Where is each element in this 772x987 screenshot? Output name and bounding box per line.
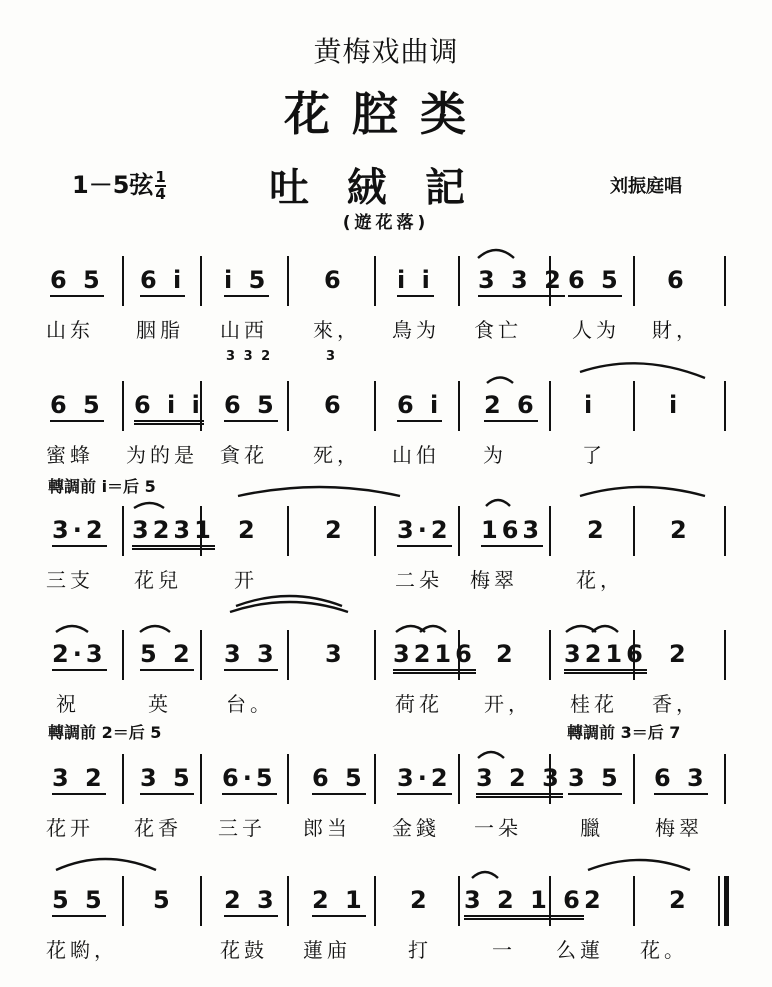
barline xyxy=(122,381,124,431)
barline xyxy=(200,754,202,804)
final-barline-thin xyxy=(718,876,720,926)
lyric: 花兒 xyxy=(134,568,182,592)
note-group: i 5 xyxy=(224,266,269,294)
barline xyxy=(458,876,460,926)
modulation-note: 轉調前 2＝后 5 xyxy=(48,723,162,742)
singer-credit: 刘振庭唱 xyxy=(610,176,682,197)
lyric: 郎当 xyxy=(303,816,351,840)
note-group: 2 xyxy=(238,516,259,544)
barline xyxy=(287,754,289,804)
slur xyxy=(486,500,510,506)
barline xyxy=(724,256,726,306)
barline xyxy=(287,506,289,556)
note-group: 5 xyxy=(153,886,174,914)
lyric: 花开 xyxy=(46,816,94,840)
lyric: 为 xyxy=(483,443,507,467)
note-group: 2 xyxy=(669,886,690,914)
barline xyxy=(633,381,635,431)
slur xyxy=(56,626,88,632)
barline xyxy=(633,256,635,306)
note-group: 6 5 xyxy=(312,764,366,792)
lyric: 胭脂 xyxy=(136,318,184,342)
note-group: 2 xyxy=(670,516,691,544)
barline xyxy=(633,876,635,926)
barline xyxy=(633,754,635,804)
modulation-note: 轉調前 3＝后 7 xyxy=(567,723,681,742)
lyric: 死， xyxy=(313,443,361,467)
lyric: 二朵 xyxy=(395,568,443,592)
note-group: 3231 xyxy=(132,516,215,544)
barline xyxy=(122,630,124,680)
lyric: 梅翠 xyxy=(470,568,518,592)
note-group: 3216 xyxy=(564,640,647,668)
lyric: 桂花 xyxy=(570,692,618,716)
lyric: 英 xyxy=(148,692,172,716)
slur xyxy=(478,752,504,758)
slur xyxy=(588,860,690,870)
note-group: i i xyxy=(397,266,434,294)
slur xyxy=(134,503,164,508)
lyric: 花香 xyxy=(134,816,182,840)
lyric: 荷花 xyxy=(395,692,443,716)
slur xyxy=(238,487,400,496)
note-group: 6 5 xyxy=(568,266,622,294)
lyric: 花， xyxy=(576,568,624,592)
barline xyxy=(458,256,460,306)
lyric: 貪花 xyxy=(220,443,268,467)
barline xyxy=(374,506,376,556)
lyric: 三子 xyxy=(218,816,266,840)
barline xyxy=(122,256,124,306)
time-signature-top: 1 xyxy=(155,168,166,186)
lyric: 梅翠 xyxy=(655,816,703,840)
note-group: 3 5 xyxy=(568,764,622,792)
slur xyxy=(472,872,498,878)
barline xyxy=(549,506,551,556)
note-group: 6 i xyxy=(140,266,185,294)
note-group: 2 xyxy=(584,886,605,914)
lyric: 为的是 xyxy=(126,443,198,467)
lyric: 花。 xyxy=(640,938,688,962)
note-group: 3 3 2 xyxy=(478,266,565,294)
lyric: 金錢 xyxy=(392,816,440,840)
note-group: 3 5 xyxy=(140,764,194,792)
time-signature xyxy=(155,170,165,202)
barline xyxy=(287,381,289,431)
note-group: 6 5 xyxy=(50,391,104,419)
note-group: 6 5 xyxy=(50,266,104,294)
lyric: 山西 xyxy=(220,318,268,342)
note-group: 3 xyxy=(325,640,346,668)
lyric: 一朵 xyxy=(474,816,522,840)
note-group: 6 xyxy=(324,391,345,419)
barline xyxy=(549,381,551,431)
barline xyxy=(724,506,726,556)
note-group: 3·2 xyxy=(52,516,107,544)
note-group: 5 2 xyxy=(140,640,194,668)
lyric: 花喲， xyxy=(46,938,118,962)
lyric: 三支 xyxy=(46,568,94,592)
lyric: 臘 xyxy=(580,816,604,840)
slur xyxy=(396,626,425,632)
time-signature-bottom: 4 xyxy=(155,185,166,203)
note-group: 6 xyxy=(667,266,688,294)
slur xyxy=(236,596,342,606)
slur xyxy=(487,378,513,384)
note-group: 2 xyxy=(496,640,517,668)
barline xyxy=(200,876,202,926)
barline xyxy=(122,876,124,926)
lyric: 一 xyxy=(492,938,516,962)
grace-notes: 3 xyxy=(326,349,338,364)
lyric: 么蓮 xyxy=(556,938,604,962)
final-barline-thick xyxy=(724,876,729,926)
category-title: 花腔类 xyxy=(284,87,488,141)
lyric: 人为 xyxy=(572,318,620,342)
note-group: 2 6 xyxy=(484,391,538,419)
song-title: 吐絨記 xyxy=(269,164,503,211)
note-group: 6 i i xyxy=(134,391,204,419)
note-group: 3 2 xyxy=(52,764,106,792)
barline xyxy=(287,630,289,680)
note-group: 6 i xyxy=(397,391,442,419)
note-group: 6 3 xyxy=(654,764,708,792)
slur xyxy=(566,626,596,632)
barline xyxy=(374,754,376,804)
barline xyxy=(458,754,460,804)
barline xyxy=(724,630,726,680)
note-group: 3216 xyxy=(393,640,476,668)
barline xyxy=(724,754,726,804)
note-group: 6 5 xyxy=(224,391,278,419)
note-group: 2 xyxy=(669,640,690,668)
slur xyxy=(580,487,705,496)
barline xyxy=(458,381,460,431)
note-group: 5 5 xyxy=(52,886,106,914)
barline xyxy=(200,630,202,680)
barline xyxy=(287,256,289,306)
slur xyxy=(56,859,156,870)
lyric: 打 xyxy=(408,938,432,962)
barline xyxy=(374,630,376,680)
slur xyxy=(592,626,618,632)
slur xyxy=(580,363,705,378)
note-group: 6·5 xyxy=(222,764,277,792)
key-text: 1－5弦 xyxy=(72,171,154,199)
slur xyxy=(230,602,348,612)
barline xyxy=(374,876,376,926)
barline xyxy=(549,630,551,680)
barline xyxy=(458,506,460,556)
lyric: 开 xyxy=(234,568,258,592)
collection-title: 黄梅戏曲调 xyxy=(313,35,459,68)
slur xyxy=(478,250,514,258)
note-group: 3 2 1 6 xyxy=(464,886,584,914)
note-group: 3·2 xyxy=(397,764,452,792)
lyric: 食亡 xyxy=(474,318,522,342)
barline xyxy=(287,876,289,926)
lyric: 香， xyxy=(652,692,700,716)
lyric: 山东 xyxy=(46,318,94,342)
barline xyxy=(374,381,376,431)
lyric: 蓮庙 xyxy=(303,938,351,962)
lyric: 台。 xyxy=(226,692,274,716)
note-group: 3 3 xyxy=(224,640,278,668)
note-group: 163 xyxy=(481,516,543,544)
note-group: 2·3 xyxy=(52,640,107,668)
lyric: 鳥为 xyxy=(392,318,440,342)
barline xyxy=(633,506,635,556)
grace-notes: 3 3 2 xyxy=(226,349,273,364)
note-group: 2 1 xyxy=(312,886,366,914)
lyric: 山伯 xyxy=(392,443,440,467)
lyric: 开， xyxy=(484,692,532,716)
note-group: i xyxy=(669,391,682,419)
note-group: 3 2 3 xyxy=(476,764,563,792)
note-group: i xyxy=(584,391,597,419)
slur xyxy=(140,626,170,632)
note-group: 2 xyxy=(325,516,346,544)
lyric: 蜜蜂 xyxy=(46,443,94,467)
lyric: 財， xyxy=(652,318,700,342)
lyric: 了 xyxy=(582,443,606,467)
barline xyxy=(122,506,124,556)
modulation-note: 轉調前 i＝后 5 xyxy=(48,477,156,496)
barline xyxy=(724,381,726,431)
barline xyxy=(200,256,202,306)
note-group: 3·2 xyxy=(397,516,452,544)
lyric: 祝 xyxy=(56,692,80,716)
lyric: 來， xyxy=(313,318,361,342)
tune-name: (遊花落) xyxy=(342,213,430,233)
barline xyxy=(374,256,376,306)
slur xyxy=(420,626,446,632)
note-group: 2 xyxy=(410,886,431,914)
note-group: 2 3 xyxy=(224,886,278,914)
barline xyxy=(122,754,124,804)
lyric: 花鼓 xyxy=(220,938,268,962)
note-group: 2 xyxy=(587,516,608,544)
key-signature xyxy=(72,165,166,202)
note-group: 6 xyxy=(324,266,345,294)
